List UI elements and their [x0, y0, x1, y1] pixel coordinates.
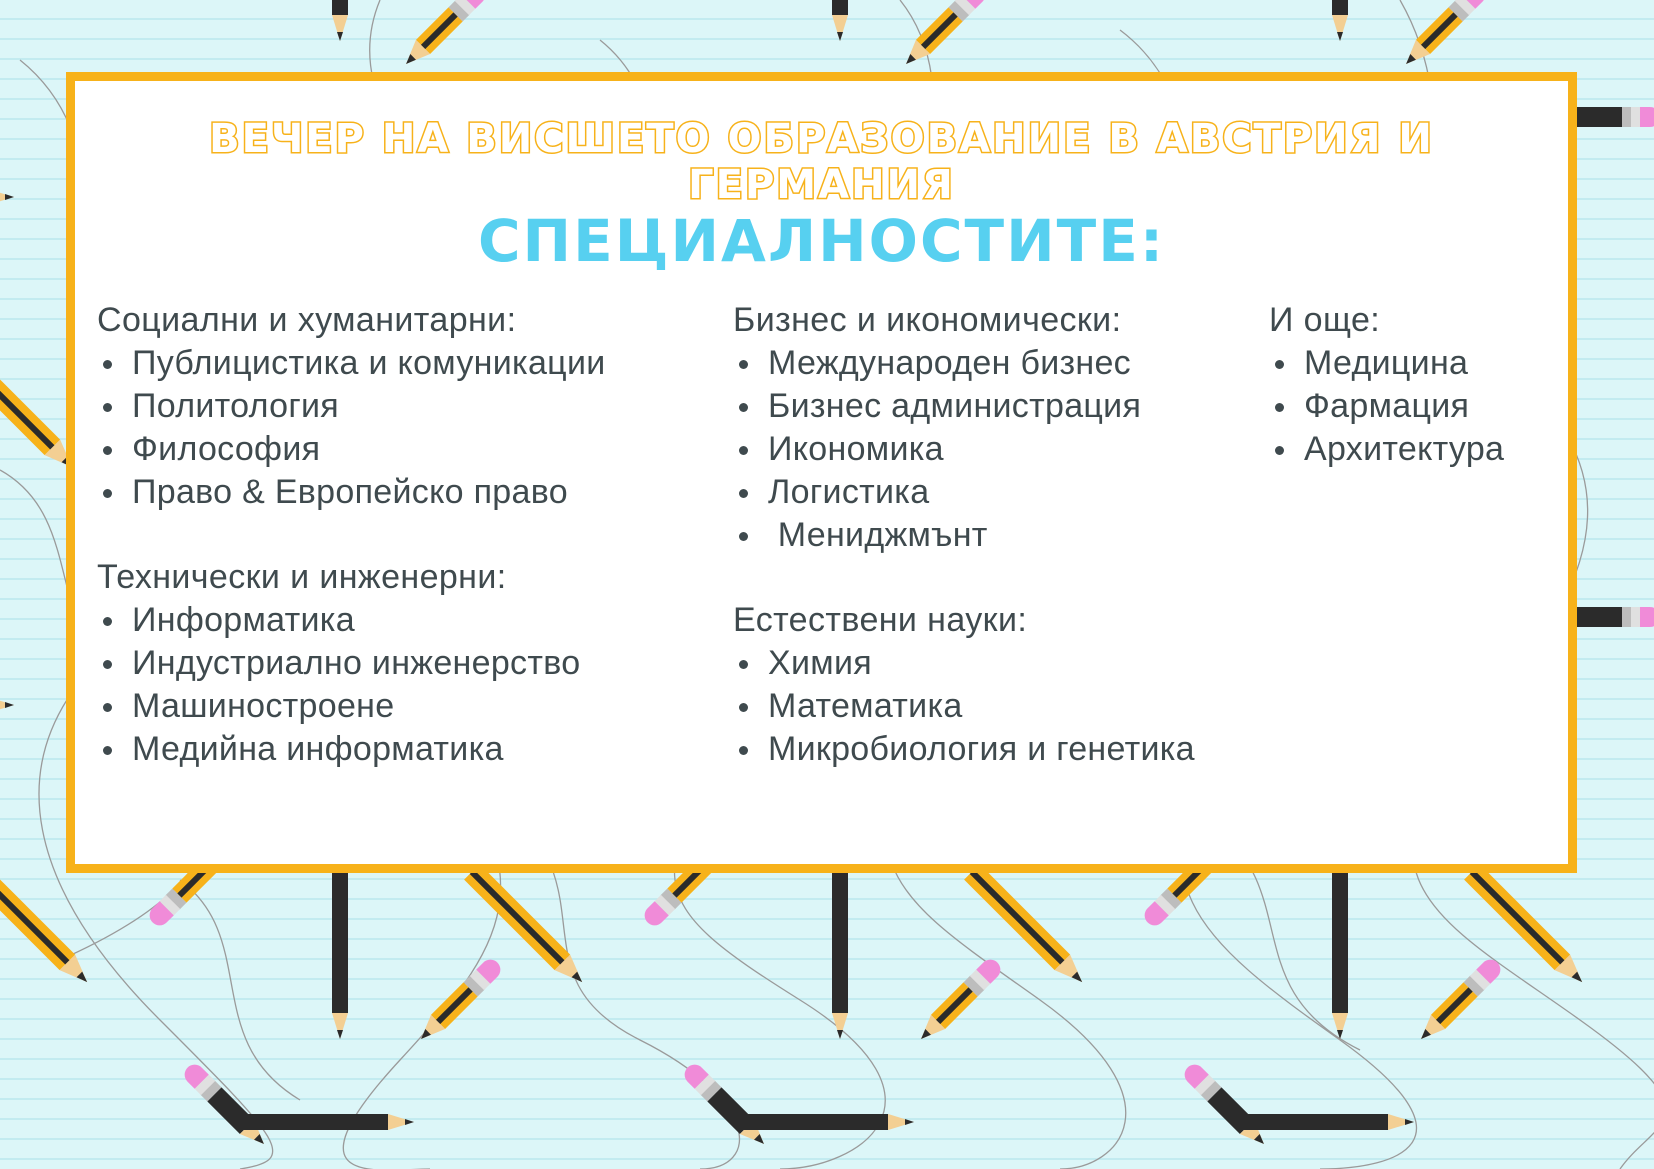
category-list	[97, 599, 717, 771]
list-item: Международен бизнес	[733, 342, 1273, 385]
list-item: Медицина	[1269, 342, 1559, 385]
category-natural-sciences	[733, 599, 1273, 771]
list-item: Икономика	[733, 428, 1273, 471]
list-item: Логистика	[733, 471, 1273, 514]
category-title: Технически и инженерни:	[97, 558, 507, 596]
list-item: Фармация	[1269, 385, 1559, 428]
category-technical-engineering	[97, 556, 717, 771]
category-social-humanities	[97, 299, 717, 514]
list-item: Философия	[97, 428, 717, 471]
list-item: Химия	[733, 642, 1273, 685]
category-list	[733, 642, 1273, 771]
column-middle	[733, 299, 1273, 813]
specialties-card	[66, 72, 1577, 873]
category-business-economics	[733, 299, 1273, 557]
column-right	[1269, 299, 1559, 513]
category-title: Социални и хуманитарни:	[97, 301, 517, 339]
list-item: Политология	[97, 385, 717, 428]
list-item: Микробиология и генетика	[733, 728, 1273, 771]
list-item: Машиностроене	[97, 685, 717, 728]
list-item: Публицистика и комуникации	[97, 342, 717, 385]
list-item: Право & Европейско право	[97, 471, 717, 514]
category-list	[1269, 342, 1559, 471]
list-item: Мениджмънт	[733, 514, 1273, 557]
event-title: ВЕЧЕР НА ВИСШЕТО ОБРАЗОВАНИЕ В АВСТРИЯ И ГЕРМАНИЯ	[209, 116, 1434, 208]
list-item: Математика	[733, 685, 1273, 728]
category-title: И още:	[1269, 301, 1381, 339]
category-title: Бизнес и икономически:	[733, 301, 1122, 339]
list-item: Информатика	[97, 599, 717, 642]
list-item: Архитектура	[1269, 428, 1559, 471]
list-item: Медийна информатика	[97, 728, 717, 771]
column-left	[97, 299, 717, 813]
category-list	[97, 342, 717, 514]
list-item: Индустриално инженерство	[97, 642, 717, 685]
section-title: СПЕЦИАЛНОСТИТЕ:	[477, 207, 1166, 275]
category-list	[733, 342, 1273, 557]
category-title: Естествени науки:	[733, 601, 1028, 639]
category-more	[1269, 299, 1559, 471]
list-item: Бизнес администрация	[733, 385, 1273, 428]
